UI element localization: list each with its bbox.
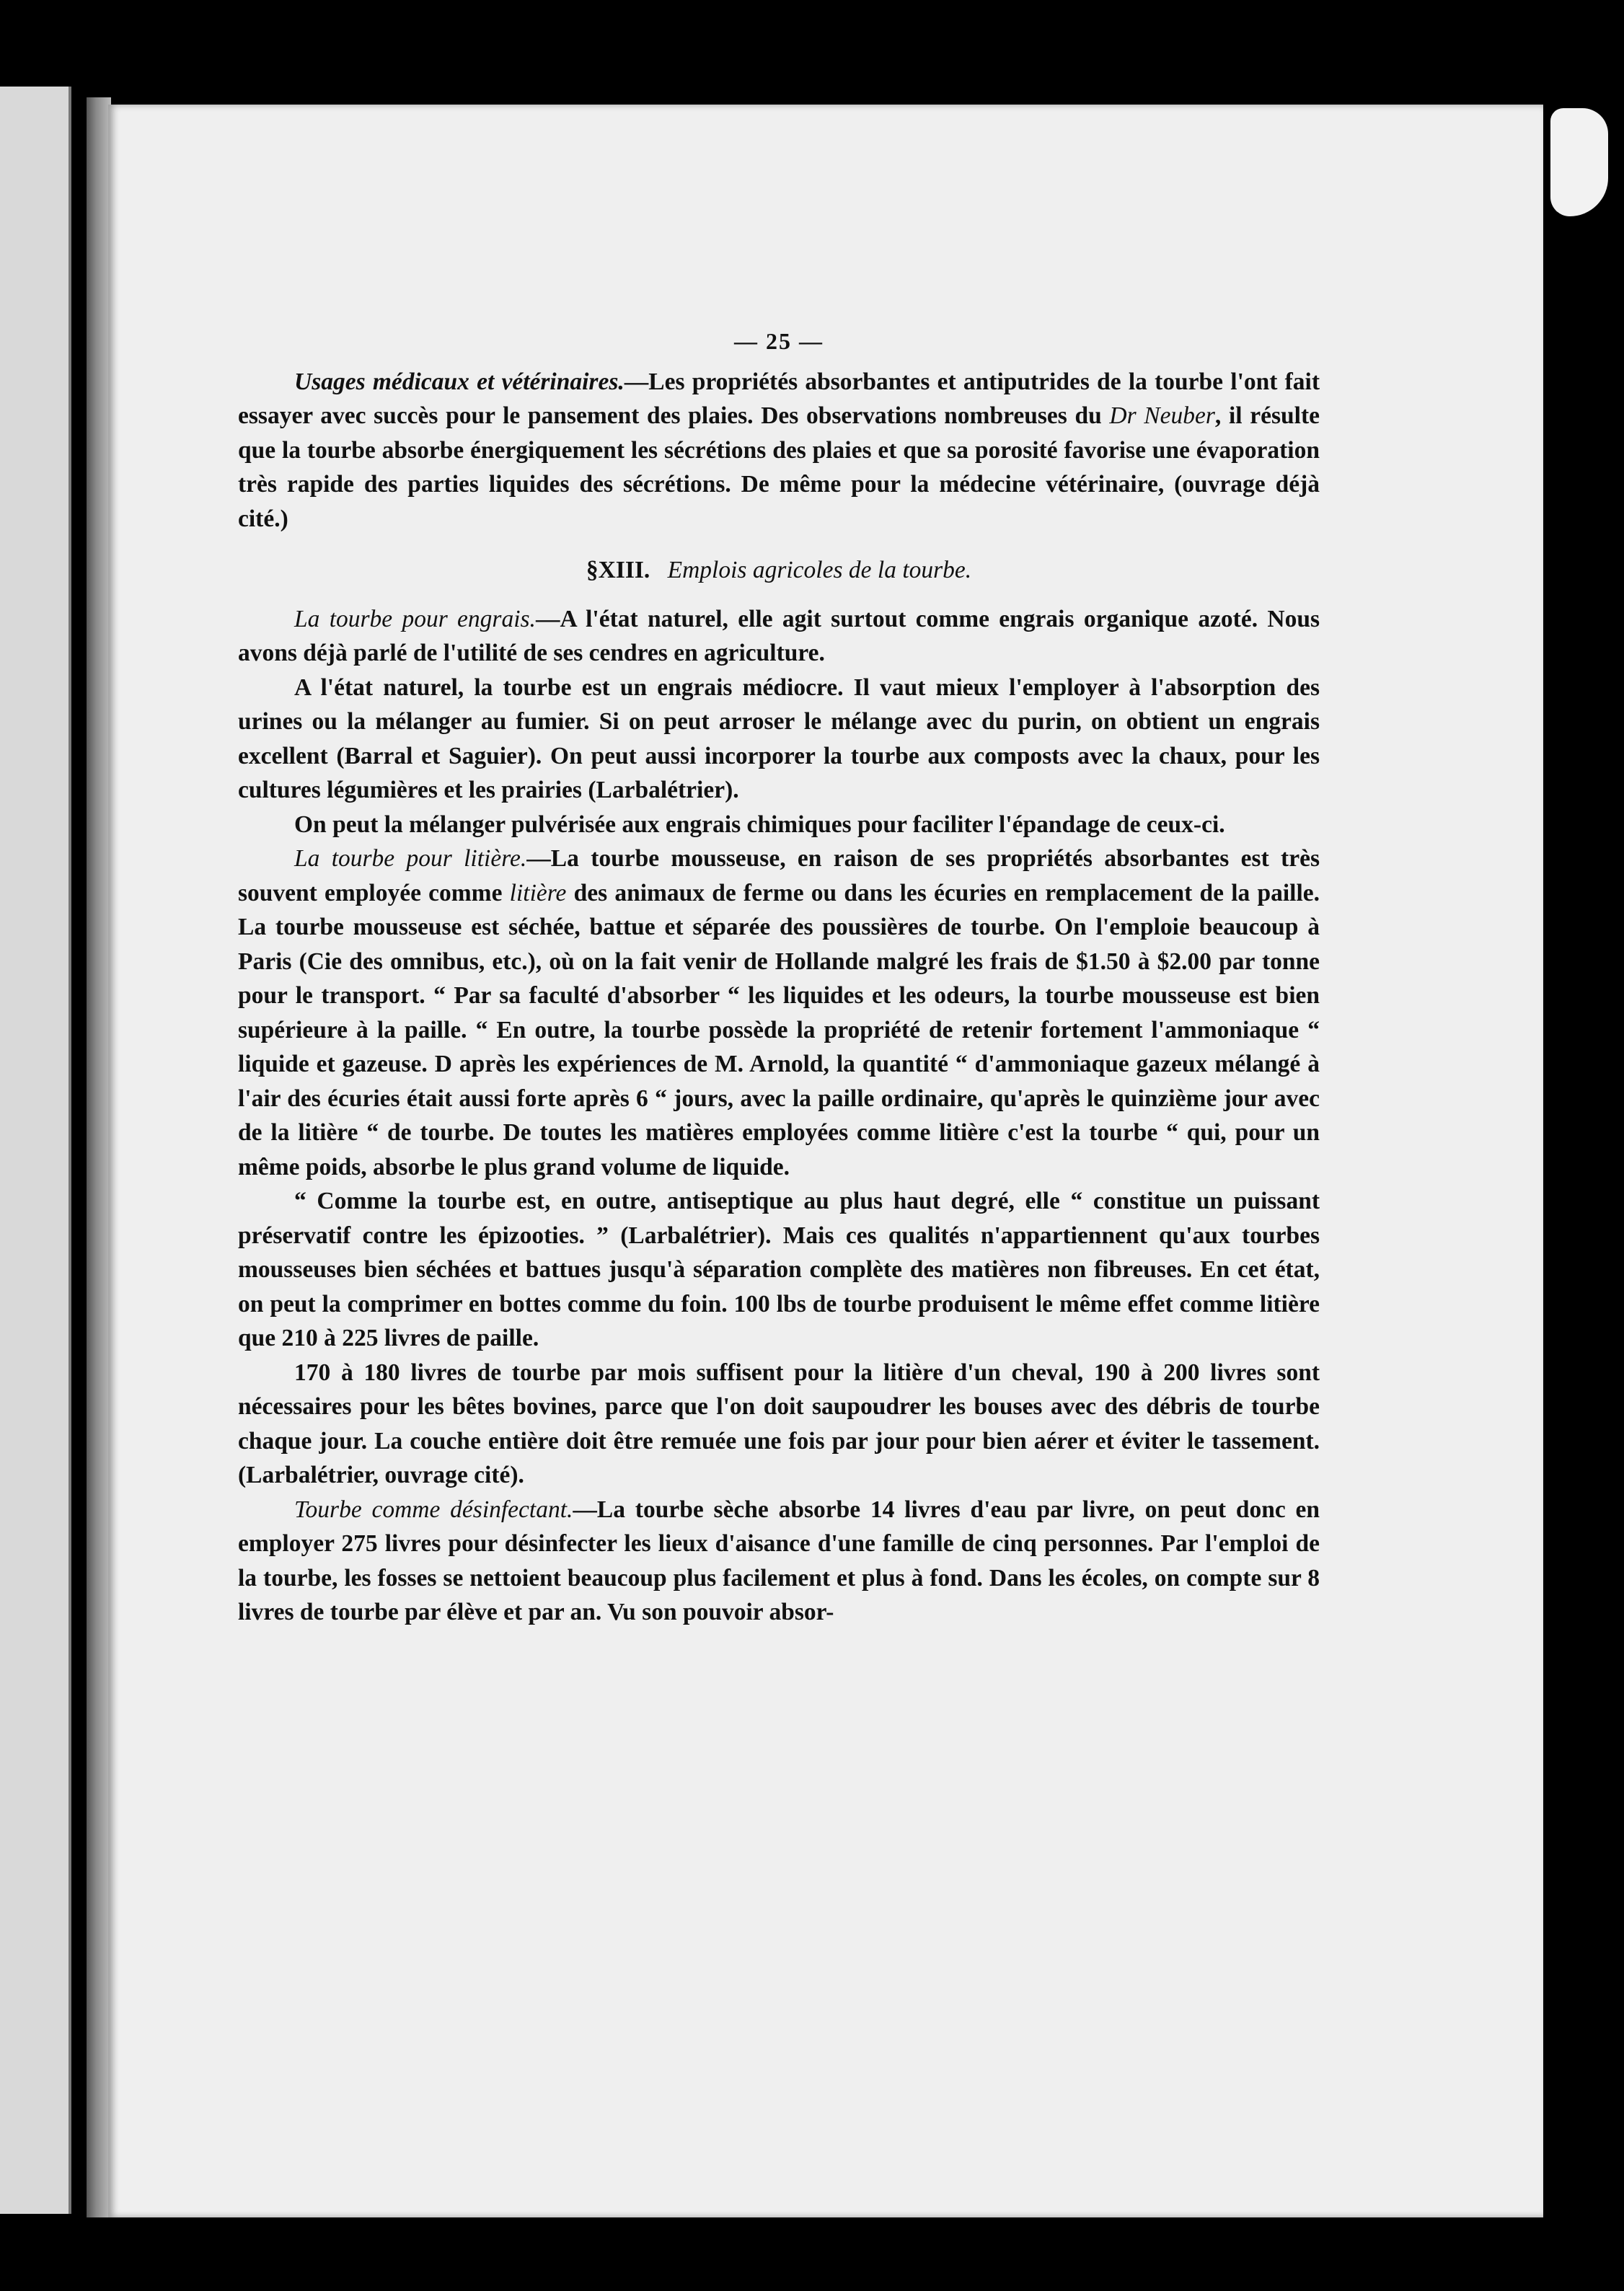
paragraph-lead: La tourbe pour litière.	[294, 845, 527, 872]
section-title: Emplois agricoles de la tourbe.	[667, 557, 972, 583]
author-name: Dr Neuber	[1109, 402, 1215, 429]
paragraph-text: des animaux de ferme ou dans les écuries en remplacement de la paille. La tourbe mousseuse est séchée, battue et séparée des poussières de tourbe. On l'emploie beaucoup à Paris (Cie des omnibus, etc.), où on la fait venir de Hollande malgré les frais de $1.50 à $2.00 par tonne pour le transport. “ Par sa faculté d'absorber “ les liquides et les odeurs, la tourbe mousseuse est bien supérieure à la paille. “ En outre, la tourbe possède la propriété de retenir fortement l'ammoniaque “ liquide et gazeuse. D après les expériences de M. Arnold, la quantité “ d'ammoniaque gazeux mélangé à l'air des écuries était aussi forte après 6 “ jours, avec la paille ordinaire, qu'après le quinzième jour avec de la litière “ de tourbe. De toutes les matières employées comme litière c'est la tourbe “ qui, pour un même poids, absorbe le plus grand volume de liquide.	[238, 879, 1320, 1180]
book-binding	[87, 97, 111, 2217]
paragraph-lead: La tourbe pour engrais.	[294, 605, 536, 632]
paragraph-disinfectant	[238, 1493, 1320, 1630]
paragraph-lead: Tourbe comme désinfectant.	[294, 1496, 573, 1523]
page-number: — 25 —	[734, 328, 824, 354]
emphasized-word: litière	[509, 879, 567, 906]
paragraph-fertilizer	[238, 602, 1320, 671]
paragraph-text: —La tourbe sèche absorbe 14 livres d'eau par livre, on peut donc en employer 275 livres pour désinfecter les lieux d'aisance d'une famille de cinq personnes. Par l'emploi de la tourbe, les fosses se nettoient beaucoup plus facilement et plus à fond. Dans les écoles, on compte sur 8 livres de tourbe par élève et par an. Vu son pouvoir absor-	[238, 1496, 1320, 1625]
facing-page-edge	[0, 87, 71, 2214]
paragraph-litter	[238, 842, 1320, 1184]
paragraph-text: —A l'état naturel, elle agit surtout comme engrais organique azoté. Nous avons déjà parlé de l'utilité de ses cendres en agriculture.	[238, 605, 1320, 666]
paragraph-quantities: 170 à 180 livres de tourbe par mois suffisent pour la litière d'un cheval, 190 à 200 livres sont nécessaires pour les bêtes bovines, parce que l'on doit saupoudrer les bouses avec des débris de tourbe chaque jour. La couche entière doit être remuée une fois par jour pour bien aérer et éviter le tassement. (Larbalétrier, ouvrage cité).	[238, 1359, 1320, 1488]
paragraph-antiseptic: “ Comme la tourbe est, en outre, antiseptique au plus haut degré, elle “ constitue un puissant préservatif contre les épizooties. ” (Larbalétrier). Mais ces qualités n'appartiennent qu'aux tourbes mousseuses bien séchées et battues jusqu'à séparation complète des matières non fibreuses. En cet état, on peut la comprimer en bottes comme du foin. 100 lbs de tourbe produisent le même effet comme litière que 210 à 225 livres de paille.	[238, 1188, 1320, 1351]
paragraph-text: —Les propriétés absorbantes et antiputrides de la tourbe l'ont fait essayer avec succès pour le pansement des plaies. Des observations nombreuses du	[238, 368, 1320, 429]
section-number: §XIII.	[586, 557, 650, 583]
torn-corner	[1550, 108, 1608, 216]
paragraph-text: —La tourbe mousseuse, en raison de ses propriétés absorbantes est très souvent employée comme	[238, 845, 1320, 906]
paragraph-natural-state: A l'état naturel, la tourbe est un engrais médiocre. Il vaut mieux l'employer à l'absorption des urines ou la mélanger au fumier. Si on peut arroser le mélange avec du purin, on obtient un engrais excellent (Barral et Saguier). On peut aussi incorporer la tourbe aux composts avec la chaux, pour les cultures légumières et les prairies (Larbalétrier).	[238, 674, 1320, 803]
paragraph-chemical-mix: On peut la mélanger pulvérisée aux engrais chimiques pour faciliter l'épandage de ceux-ci.	[294, 811, 1225, 838]
paragraph-text: , il résulte que la tourbe absorbe énergiquement les sécrétions des plaies et que sa porosité favorise une évaporation très rapide des parties liquides des sécrétions. De même pour la médecine vétérinaire, (ouvrage déjà cité.)	[238, 402, 1320, 532]
paragraph-lead: Usages médicaux et vétérinaires.	[294, 368, 625, 395]
section-heading	[238, 553, 1320, 588]
page-text	[238, 325, 1320, 1630]
paragraph-medical-uses	[238, 365, 1320, 537]
